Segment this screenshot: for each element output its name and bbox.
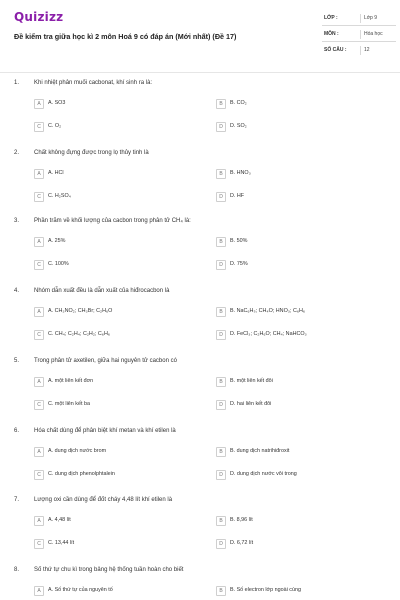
answer-option[interactable] [216, 122, 386, 132]
option-text: A. SO3 [48, 100, 66, 106]
answer-option[interactable] [216, 586, 386, 596]
meta-info-box [322, 10, 396, 58]
option-letter-box: B [216, 99, 226, 109]
answer-option[interactable] [34, 192, 204, 202]
option-text: D. 75% [230, 261, 248, 267]
option-letter-box: D [216, 470, 226, 480]
option-text: C. H₂SO₄ [48, 193, 71, 199]
option-letter-box: D [216, 539, 226, 549]
question-text: Trong phân tử axetilen, giữa hai nguyên tử cacbon có [34, 358, 177, 364]
option-letter-box: A [34, 586, 44, 596]
answer-option[interactable] [216, 169, 386, 179]
option-text: D. hai liên kết đôi [230, 401, 272, 407]
answer-option[interactable] [216, 307, 386, 317]
meta-value: Hóa học [364, 31, 383, 37]
option-letter-box: D [216, 122, 226, 132]
document-title: Đề kiểm tra giữa học kì 2 môn Hoá 9 có đáp án (Mới nhất) (Đề 17) [14, 32, 237, 41]
option-letter-box: A [34, 169, 44, 179]
question-number: 7. [14, 497, 20, 503]
option-text: C. O₂ [48, 123, 62, 129]
option-letter-box: D [216, 330, 226, 340]
answer-option[interactable] [34, 330, 204, 340]
header-divider [0, 72, 400, 73]
meta-row-subject [322, 26, 396, 42]
question-number: 6. [14, 428, 20, 434]
answer-option[interactable] [34, 400, 204, 410]
answer-option[interactable] [34, 307, 204, 317]
option-text: C. 13,44 lít [48, 540, 75, 546]
question-number: 3. [14, 218, 20, 224]
option-letter-box: C [34, 260, 44, 270]
option-text: B. CO₂ [230, 100, 247, 106]
answer-option[interactable] [216, 237, 386, 247]
question-item [0, 428, 400, 490]
question-number: 4. [14, 288, 20, 294]
meta-row-question-count [322, 42, 396, 58]
question-number: 8. [14, 567, 20, 573]
answer-option[interactable] [34, 169, 204, 179]
question-number: 2. [14, 150, 20, 156]
question-number: 5. [14, 358, 20, 364]
option-letter-box: C [34, 470, 44, 480]
option-text: D. 6,72 lít [230, 540, 254, 546]
question-text: Chất không đựng được trong lọ thủy tinh là [34, 150, 149, 156]
option-text: C. một liên kết ba [48, 401, 90, 407]
option-letter-box: B [216, 377, 226, 387]
option-text: C. 100% [48, 261, 69, 267]
answer-option[interactable] [34, 237, 204, 247]
option-text: D. HF [230, 193, 245, 199]
option-letter-box: C [34, 192, 44, 202]
option-text: C. dung dịch phenolphtalein [48, 471, 115, 477]
question-text: Nhóm dẫn xuất đều là dẫn xuất của hiđrocacbon là [34, 288, 170, 294]
option-text: B. Số electron lớp ngoài cùng [230, 587, 301, 593]
meta-label: MÔN : [324, 31, 339, 37]
option-letter-box: B [216, 307, 226, 317]
question-text: Phần trăm về khối lượng của cacbon trong phân tử CH₄ là: [34, 218, 191, 224]
question-item [0, 80, 400, 142]
option-letter-box: C [34, 539, 44, 549]
option-text: B. HNO₃ [230, 170, 251, 176]
option-letter-box: B [216, 586, 226, 596]
option-text: A. 25% [48, 238, 66, 244]
option-letter-box: D [216, 260, 226, 270]
question-item [0, 497, 400, 559]
option-text: D. SO₂ [230, 123, 247, 129]
answer-option[interactable] [34, 470, 204, 480]
option-letter-box: B [216, 447, 226, 457]
answer-option[interactable] [34, 447, 204, 457]
question-item [0, 150, 400, 212]
option-text: B. một liên kết đôi [230, 378, 273, 384]
question-text: Hóa chất dùng để phân biệt khí metan và khí etilen là [34, 428, 176, 434]
answer-option[interactable] [216, 447, 386, 457]
option-letter-box: C [34, 330, 44, 340]
question-item [0, 358, 400, 420]
meta-label: SỐ CÂU : [324, 47, 347, 53]
option-text: A. một liên kết đơn [48, 378, 94, 384]
answer-option[interactable] [216, 192, 386, 202]
answer-option[interactable] [216, 330, 386, 340]
question-text: Lượng oxi cần dùng để đốt cháy 4,48 lít khí etilen là [34, 497, 173, 503]
option-text: A. 4,48 lít [48, 517, 71, 523]
option-letter-box: A [34, 307, 44, 317]
answer-option[interactable] [216, 400, 386, 410]
option-letter-box: A [34, 447, 44, 457]
meta-row-class [322, 10, 396, 26]
answer-option[interactable] [216, 260, 386, 270]
option-letter-box: B [216, 237, 226, 247]
quizizz-logo: Quizizz [14, 10, 64, 24]
option-text: D. FeCl₃; C₂H₆O; CH₄; NaHCO₃ [230, 331, 307, 337]
option-letter-box: B [216, 516, 226, 526]
answer-option[interactable] [34, 586, 204, 596]
meta-separator [360, 46, 361, 55]
meta-value: 12 [364, 47, 370, 53]
question-item [0, 218, 400, 280]
answer-option[interactable] [216, 516, 386, 526]
option-letter-box: D [216, 400, 226, 410]
answer-option[interactable] [34, 122, 204, 132]
option-text: C. CH₄; C₂H₄; C₂H₂; C₆H₆ [48, 331, 111, 337]
option-text: B. dung dịch natrihiđroxit [230, 448, 290, 454]
option-letter-box: A [34, 377, 44, 387]
question-item [0, 567, 400, 600]
meta-separator [360, 30, 361, 39]
option-letter-box: B [216, 169, 226, 179]
question-text: Số thứ tự chu kì trong bảng hệ thống tuần hoàn cho biết [34, 567, 184, 573]
option-letter-box: A [34, 237, 44, 247]
question-number: 1. [14, 80, 20, 86]
answer-option[interactable] [34, 99, 204, 109]
option-letter-box: C [34, 122, 44, 132]
option-text: A. HCl [48, 170, 64, 176]
option-letter-box: D [216, 192, 226, 202]
option-text: A. Số thứ tự của nguyên tố [48, 587, 113, 593]
answer-option[interactable] [34, 260, 204, 270]
answer-option[interactable] [34, 516, 204, 526]
answer-option[interactable] [216, 99, 386, 109]
meta-separator [360, 14, 361, 23]
option-letter-box: C [34, 400, 44, 410]
answer-option[interactable] [216, 539, 386, 549]
question-item [0, 288, 400, 350]
option-text: B. 8,96 lít [230, 517, 253, 523]
answer-option[interactable] [34, 377, 204, 387]
option-text: D. dung dịch nước vôi trong [230, 471, 297, 477]
answer-option[interactable] [216, 377, 386, 387]
worksheet-header [0, 0, 400, 68]
answer-option[interactable] [34, 539, 204, 549]
option-letter-box: A [34, 516, 44, 526]
option-text: B. NaC₆H₅; CH₄O; HNO₃; C₆H₆ [230, 308, 306, 314]
meta-value: Lớp 9 [364, 15, 378, 21]
option-text: A. CH₃NO₂; CH₃Br; C₂H₆O [48, 308, 113, 314]
option-letter-box: A [34, 99, 44, 109]
answer-option[interactable] [216, 470, 386, 480]
question-text: Khi nhiệt phân muối cacbonat, khí sinh ra là: [34, 80, 153, 86]
meta-label: LỚP : [324, 15, 338, 21]
option-text: B. 50% [230, 238, 248, 244]
option-text: A. dung dịch nước brom [48, 448, 107, 454]
